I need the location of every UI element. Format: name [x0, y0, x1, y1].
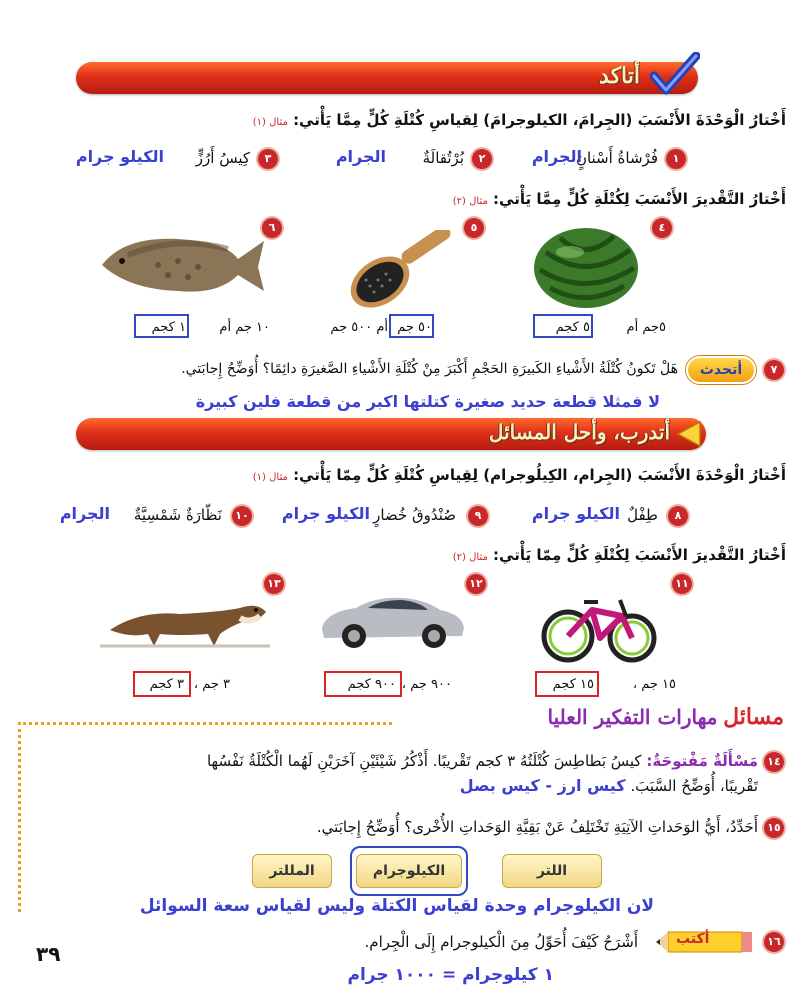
- unit-option-liter: اللتر: [502, 854, 602, 888]
- estimate-option-selected: ٥ كجم: [555, 320, 590, 335]
- number-badge: ١٤: [764, 752, 784, 772]
- watermelon-icon: [530, 222, 642, 312]
- q16-text: أَشْرَحُ كَيْفَ أُحَوِّلُ مِنَ الْكيلوجرام إِلَى الْجِرام.: [364, 933, 638, 951]
- number-badge: ٨: [668, 506, 688, 526]
- item-answer: الجرام: [335, 147, 386, 166]
- q14-body: كيسُ بَطاطِسَ كُتْلَتُهُ ٣ كجم تَقْريبًا. أَذْكُرُ شَيْئَيْنِ آخَرَيْنِ لَهُما الْكُتْلَةُ نَفْسُها: [206, 752, 642, 770]
- estimate-option-selected: ٩٠٠ كجم: [347, 677, 396, 692]
- number-badge: ٣: [258, 149, 278, 169]
- number-badge: ٦: [262, 218, 282, 238]
- hairbrush-icon: [340, 230, 460, 310]
- number-badge: ١٦: [764, 932, 784, 952]
- unit-option-kilogram: الكيلوجرام: [356, 854, 462, 888]
- estimate-option: ٥جم أم: [626, 320, 666, 335]
- item-answer: الكيلو جرام: [75, 147, 164, 166]
- unit-option-milliliter: المللتر: [252, 854, 332, 888]
- q14-answer: كيس ارز - كيس بصل: [459, 776, 626, 795]
- estimate-option-selected: ١ كجم: [151, 320, 186, 335]
- arrow-icon: [676, 420, 702, 448]
- number-badge: ٥: [464, 218, 484, 238]
- page-number: ٣٩: [36, 942, 61, 966]
- weasel-icon: [100, 590, 270, 650]
- number-badge: ١٥: [764, 818, 784, 838]
- q15-answer: لان الكيلوجرام وحدة لقياس الكتلة وليس لقياس سعة السوائل: [139, 896, 654, 916]
- hots-title-a: مسائل: [723, 704, 784, 730]
- number-badge: ٩: [468, 506, 488, 526]
- estimate-option: ١٠ جم أم: [219, 320, 270, 335]
- talk-answer: لا فمثلا قطعة حديد صغيرة كتلتها اكبر من قطعة فلين كبيرة: [195, 392, 660, 411]
- q14-text: [207, 752, 758, 770]
- section-title-check: أتاكد: [599, 63, 640, 89]
- estimate-option: ٩٠٠ جم ،: [401, 677, 452, 692]
- item-answer: الجرام: [59, 504, 110, 523]
- item-answer: الكيلو جرام: [531, 504, 620, 523]
- item-label: كِيسُ أَرُزٍّ: [195, 149, 250, 167]
- number-badge: ٢: [472, 149, 492, 169]
- hots-title: [548, 704, 784, 730]
- hots-frame: [18, 722, 392, 725]
- hots-frame-side: [18, 722, 21, 912]
- q14-label: مَسْأَلَةٌ مَفْتوحَةٌ:: [646, 752, 758, 770]
- checkmark-icon: [650, 52, 700, 98]
- car-icon: [316, 588, 468, 652]
- estimate-option-selected: ٣ كجم: [149, 677, 184, 692]
- q16-answer: ١ كيلوجرام = ١٠٠٠ جرام: [347, 965, 554, 985]
- number-badge: ١٢: [466, 574, 486, 594]
- talk-badge: [686, 356, 756, 384]
- estimate-option: أم ٥٠٠ جم: [330, 320, 388, 335]
- question-estimate: أَخْتارُ التَّقْديرَ الأَنْسَبَ لِكُتْلَةِ كُلٍّ مِمّا يَأْتي: مثال (٢): [452, 546, 786, 564]
- talk-label: أتحدث: [699, 362, 743, 378]
- item-answer: الجرام: [531, 147, 582, 166]
- number-badge: ١٣: [264, 574, 284, 594]
- number-badge: ١: [666, 149, 686, 169]
- estimate-option-selected: ١٥ كجم: [552, 677, 594, 692]
- item-answer: الكيلو جرام: [281, 504, 370, 523]
- number-badge: ٤: [652, 218, 672, 238]
- question-estimate: أَخْتارُ التَّقْديرَ الأَنْسَبَ لِكُتْلَةِ كُلٍّ مِمَّا يَأْتي: مثال (٢): [452, 190, 786, 208]
- number-badge: ٧: [764, 360, 784, 380]
- section-title-practice: أتدرب، وأحل المسائل: [488, 420, 670, 444]
- fish-icon: [98, 225, 268, 305]
- item-label: فُرْشاةُ أَسْنانٍ: [575, 149, 658, 167]
- item-label: نَظّارَةٌ شَمْسِيَّةٌ: [133, 506, 222, 524]
- q15-text: أَحَدِّدُ، أَيُّ الوَحَداتِ الآتِيَةِ تَخْتَلِفُ عَنْ بَقِيَّةِ الوَحَداتِ الأُخْرى؟ أُوَضِّحُ إِجابَتي.: [316, 818, 758, 836]
- estimate-option: ٣ جم ،: [193, 677, 230, 692]
- question-units: أَخْتارُ الْوَحْدَةَ الأَنْسَبَ (الجِرام، الكِيلُوجرام) لِقِياسِ كُتْلَةِ كُلٍّ مِمّا يَأْتي: مثال (١): [252, 466, 786, 484]
- estimate-option-selected: ٥٠ جم: [397, 320, 432, 335]
- item-label: صُنْدُوقُ خُضارٍ: [373, 506, 456, 524]
- pencil-icon: [654, 928, 754, 956]
- hots-title-b: مهارات التفكير العليا: [547, 705, 718, 729]
- bicycle-icon: [540, 580, 660, 670]
- number-badge: ١١: [672, 574, 692, 594]
- talk-question: هَلْ تَكونُ كُتْلَةُ الأَشْياءِ الكَبيرَةِ الحَجْمِ أَكْبَرَ مِنْ كُتْلَةِ الأَشْياءِ الصَّغيرَةِ دائِمًا؟ أُوَضِّحُ إِجابَتي.: [181, 361, 678, 377]
- item-label: طِفْلٌ: [627, 506, 658, 524]
- number-badge: ١٠: [232, 506, 252, 526]
- write-label: أكتب: [676, 931, 710, 947]
- q14-text-2: تَقْريبًا، أُوَضِّحُ السَّبَبَ. كيس ارز - كيس بصل: [459, 776, 758, 795]
- question-units: أَخْتارُ الْوَحْدَةَ الأَنْسَبَ (الجِرامَ، الكيلوجرامَ) لِقياسِ كُتْلَةِ كُلٍّ مِمَّا يَأْتي: مثال (١): [252, 111, 786, 129]
- item-label: بُرْتُقالَةٌ: [422, 149, 464, 167]
- estimate-option: ١٥ جم ،: [632, 677, 676, 692]
